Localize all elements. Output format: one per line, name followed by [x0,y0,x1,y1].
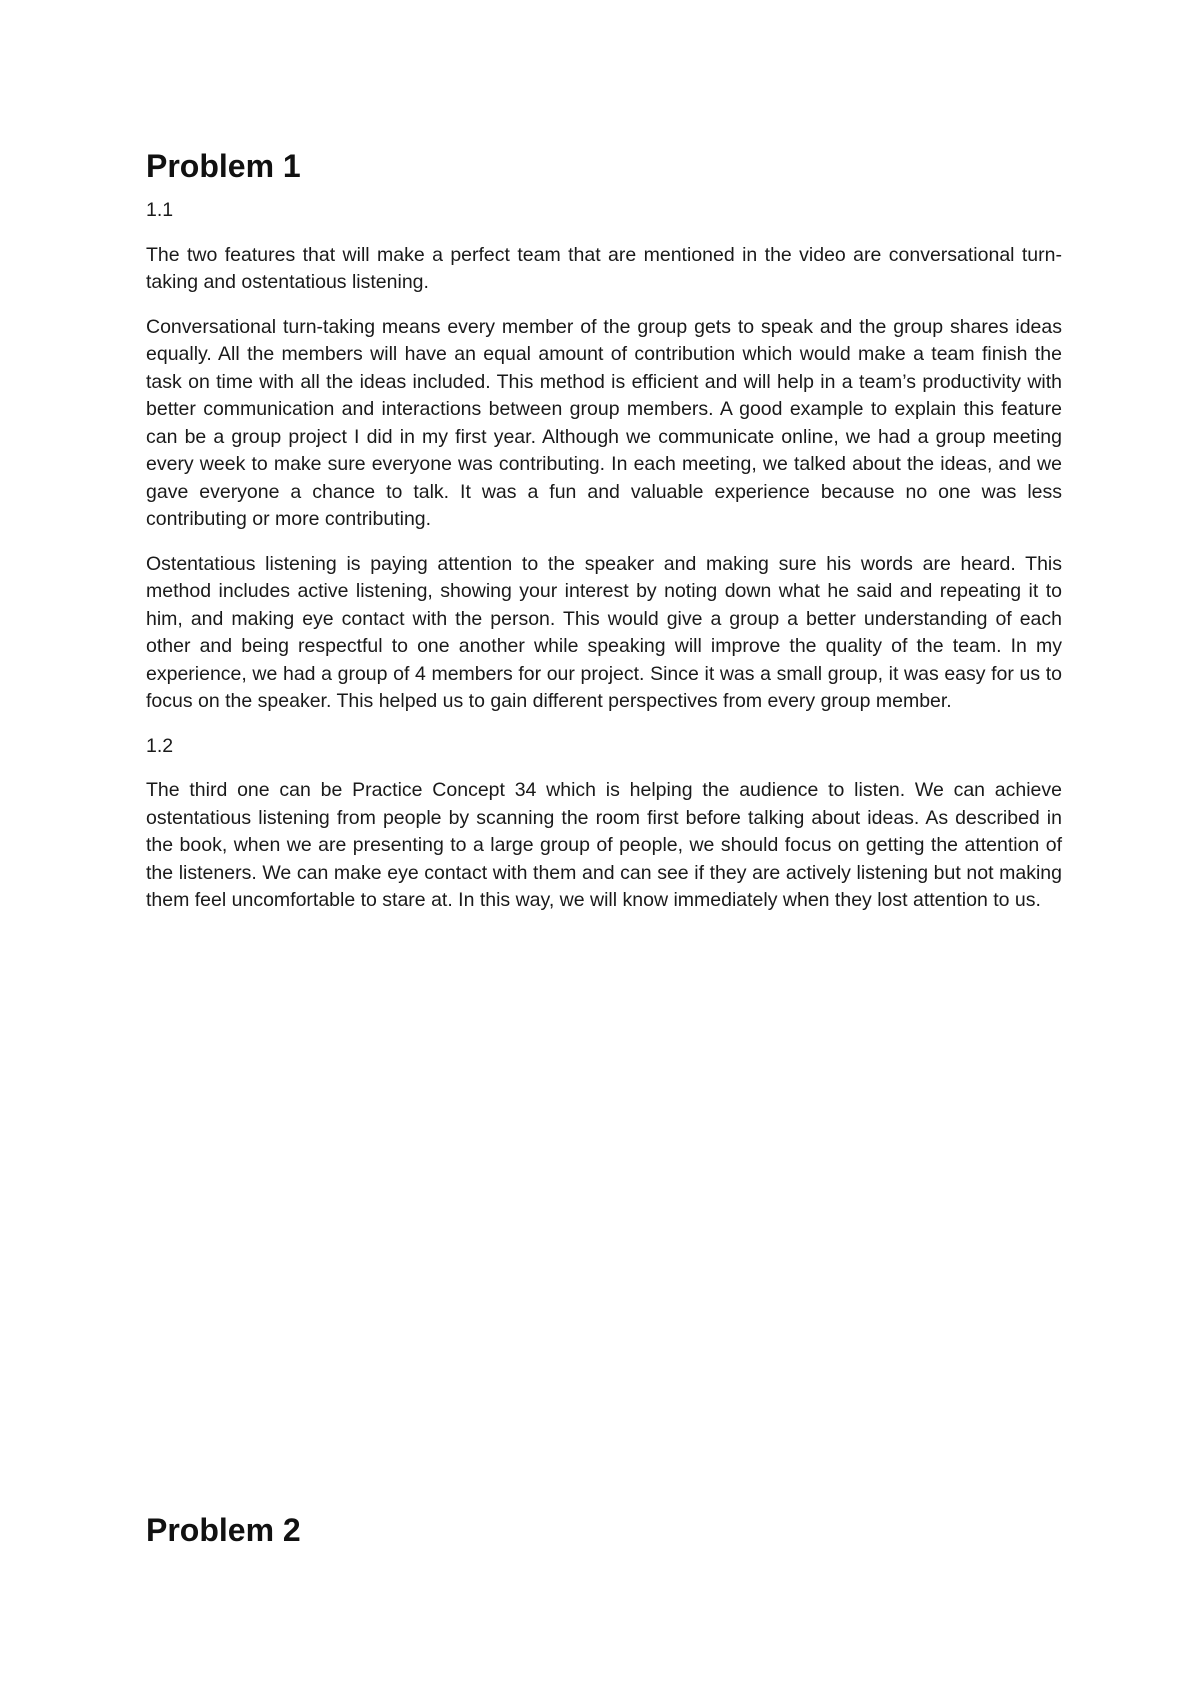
section-1-1-paragraph-1: The two features that will make a perfect team that are mentioned in the video are conversational turn-taking and ostentatious listening. [146,243,1062,293]
problem-1-heading: Problem 1 [146,148,301,184]
document-content [146,148,1062,932]
section-1-2-paragraph-1: The third one can be Practice Concept 34 which is helping the audience to listen. We can achieve ostentatious listening from people by scanning the room first before talking about ideas. As described in the book, when we are presenting to a large group of people, we should focus on getting the attention of the listeners. We can make eye contact with them and can see if they are actively listening but not making them feel uncomfortable to stare at. In this way, we will know immediately when they lost attention to us. [146,779,1062,911]
section-1-2-number: 1.2 [146,734,174,757]
problem-2-heading: Problem 2 [146,1512,301,1548]
section-1-1-paragraph-2: Conversational turn-taking means every member of the group gets to speak and the group shares ideas equally. All the members will have an equal amount of contribution which would make a team finish the task on time with all the ideas included. This method is efficient and will help in a team’s productivity with better communication and interactions between group members. A good example to explain this feature can be a group project I did in my first year. Although we communicate online, we had a group meeting every week to make sure everyone was contributing. In each meeting, we talked about the ideas, and we gave everyone a chance to talk. It was a fun and valuable experience because no one was less contributing or more contributing. [146,315,1062,530]
section-1-1-paragraph-3: Ostentatious listening is paying attention to the speaker and making sure his words are heard. This method includes active listening, showing your interest by noting down what he said and repeating it to him, and making eye contact with the person. This would give a group a better understanding of each other and being respectful to one another while speaking will improve the quality of the team. In my experience, we had a group of 4 members for our project. Since it was a small group, it was easy for us to focus on the speaker. This helped us to gain different perspectives from every group member. [146,552,1062,712]
section-1-1-number: 1.1 [146,199,174,221]
